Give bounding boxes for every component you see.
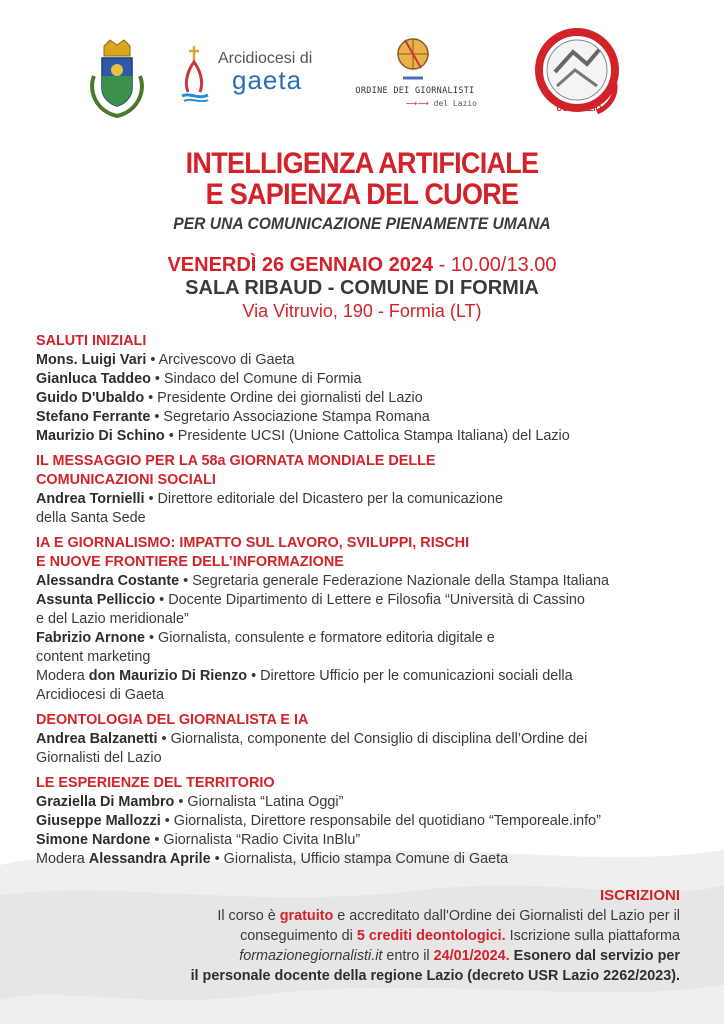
speaker-role: • Arcivescovo di Gaeta: [146, 352, 295, 368]
speaker-line: [36, 370, 686, 389]
speaker-line: [36, 629, 686, 648]
registration-highlight: 5 crediti deontologici.: [356, 928, 506, 944]
speaker-role-continued: Giornalisti del Lazio: [36, 750, 162, 766]
registration-text: Il corso è: [217, 908, 280, 924]
moderator-name: Alessandra Aprile: [88, 851, 211, 867]
speaker-line: [36, 351, 686, 370]
registration-bold-text: il personale docente della regione Lazio (decreto USR Lazio 2262/2023).: [190, 968, 680, 984]
title-line1: INTELLIGENZA ARTIFICIALE: [185, 147, 539, 180]
registration-heading: ISCRIZIONI: [599, 887, 680, 904]
moderator-name: don Maurizio Di Rienzo: [88, 668, 248, 684]
speaker-line: [36, 427, 686, 446]
speaker-name: Maurizio Di Schino: [36, 428, 165, 444]
speaker-role: • Segretario Associazione Stampa Romana: [150, 409, 430, 425]
speaker-name: Guido D'Ubaldo: [36, 390, 145, 406]
registration-text: e accreditato dall'Ordine dei Giornalisti del Lazio per il: [333, 908, 680, 924]
moderator-role: • Direttore Ufficio per le comunicazioni sociali della: [247, 668, 573, 684]
event-date: VENERDÌ 26 GENNAIO 2024: [167, 254, 434, 276]
registration-line: [120, 906, 680, 926]
subtitle: PER UNA COMUNICAZIONE PIENAMENTE UMANA: [173, 214, 551, 233]
speaker-line: [36, 572, 686, 591]
moderator-prefix: Modera: [36, 851, 89, 867]
speaker-line: [36, 730, 686, 749]
platform-name: formazionegiornalisti.it: [239, 948, 383, 964]
section-title: SALUTI INIZIALI: [36, 333, 147, 349]
speaker-name: Mons. Luigi Vari: [36, 352, 147, 368]
speaker-line: [36, 812, 686, 831]
speaker-name: Simone Nardone: [36, 832, 151, 848]
registration-block: [120, 886, 680, 986]
section-title-line: E NUOVE FRONTIERE DELL’INFORMAZIONE: [36, 554, 344, 570]
event-venue: SALA RIBAUD - COMUNE DI FORMIA: [185, 277, 539, 299]
event-info: [0, 254, 724, 323]
odg-globe-icon: [393, 32, 433, 84]
speaker-name: Fabrizio Arnone: [36, 630, 145, 646]
speaker-role: • Sindaco del Comune di Formia: [150, 371, 362, 387]
moderator-line: [36, 667, 686, 686]
speaker-role: • Giornalista, Direttore responsabile del quotidiano “Temporeale.info”: [160, 813, 601, 829]
moderator-role: • Giornalista, Ufficio stampa Comune di Gaeta: [210, 851, 509, 867]
section-title-line: IL MESSAGGIO PER LA 58a GIORNATA MONDIALE DELLE: [36, 453, 436, 469]
speaker-role: • Giornalista, componente del Consiglio di disciplina dell’Ordine dei: [157, 731, 588, 747]
speaker-name: Stefano Ferrante: [36, 409, 151, 425]
arcidiocesi-line2: gaeta: [232, 65, 303, 95]
registration-line: [120, 946, 680, 966]
moderator-role-continued: Arcidiocesi di Gaeta: [36, 687, 164, 703]
speaker-name: Gianluca Taddeo: [36, 371, 151, 387]
speaker-role-continued: e del Lazio meridionale”: [36, 611, 189, 627]
section-title: [36, 534, 686, 572]
section-title-line: COMUNICAZIONI SOCIALI: [36, 472, 216, 488]
speaker-line: [36, 389, 686, 408]
speaker-role: • Giornalista “Latina Oggi”: [174, 794, 344, 810]
section-title: [36, 452, 686, 490]
speaker-line: [36, 408, 686, 427]
speaker-name: Andrea Balzanetti: [36, 731, 158, 747]
speaker-role: • Giornalista, consulente e formatore editoria digitale e: [145, 630, 495, 646]
speaker-role-continued: della Santa Sede: [36, 510, 146, 526]
registration-text: entro il: [382, 948, 434, 964]
title-block: [0, 148, 724, 234]
arcidiocesi-logo-text: [218, 50, 328, 95]
registration-text: Iscrizione sulla piattaforma: [505, 928, 680, 944]
formia-coat-of-arms-logo: [86, 36, 148, 118]
arcidiocesi-mark-icon: [180, 42, 210, 102]
speaker-name: Assunta Pelliccio: [36, 592, 156, 608]
speaker-role: • Presidente UCSI (Unione Cattolica Stampa Italiana) del Lazio: [164, 428, 570, 444]
event-address: Via Vitruvio, 190 - Formia (LT): [242, 301, 482, 321]
registration-line: [120, 926, 680, 946]
section-title: LE ESPERIENZE DEL TERRITORIO: [36, 775, 275, 791]
speaker-role: • Giornalista “Radio Civita InBlu”: [150, 832, 361, 848]
odg-logo-text: ORDINE DEI GIORNALISTI ⟿⟿ del Lazio: [353, 86, 477, 108]
speaker-line: [36, 831, 686, 850]
ucsi-lazio-logo: [527, 28, 631, 116]
program: [36, 332, 686, 869]
registration-line: [120, 966, 680, 986]
speaker-role: • Direttore editoriale del Dicastero per la comunicazione: [144, 491, 504, 507]
speaker-name: Giuseppe Mallozzi: [36, 813, 161, 829]
event-time: - 10.00/13.00: [433, 254, 557, 276]
speaker-role: • Docente Dipartimento di Lettere e Filosofia “Università di Cassino: [155, 592, 585, 608]
speaker-line: [36, 490, 686, 509]
moderator-line: [36, 850, 686, 869]
section-title: DEONTOLOGIA DEL GIORNALISTA E IA: [36, 712, 309, 728]
speaker-name: Graziella Di Mambro: [36, 794, 175, 810]
section-title-line: IA E GIORNALISMO: IMPATTO SUL LAVORO, SVILUPPI, RISCHI: [36, 535, 470, 551]
registration-bold-text: Esonero dal servizio per: [509, 948, 680, 964]
logos-row: [0, 28, 724, 123]
title-line2: E SAPIENZA DEL CUORE: [205, 178, 519, 211]
registration-deadline: 24/01/2024.: [433, 948, 510, 964]
speaker-role: • Segretaria generale Federazione Nazionale della Stampa Italiana: [179, 573, 609, 589]
ucsi-label: UCSI LAZIO: [556, 104, 602, 113]
speaker-role-continued: content marketing: [36, 649, 151, 665]
speaker-name: Andrea Tornielli: [36, 491, 145, 507]
registration-highlight: gratuito: [279, 908, 334, 924]
speaker-role: • Presidente Ordine dei giornalisti del Lazio: [144, 390, 423, 406]
odg-line2: del Lazio: [433, 99, 477, 108]
speaker-name: Alessandra Costante: [36, 573, 180, 589]
arcidiocesi-line1: Arcidiocesi di: [218, 50, 313, 67]
speaker-line: [36, 591, 686, 610]
moderator-prefix: Modera: [36, 668, 89, 684]
odg-line1: ORDINE DEI GIORNALISTI: [355, 86, 475, 96]
speaker-line: [36, 793, 686, 812]
registration-text: conseguimento di: [240, 928, 357, 944]
